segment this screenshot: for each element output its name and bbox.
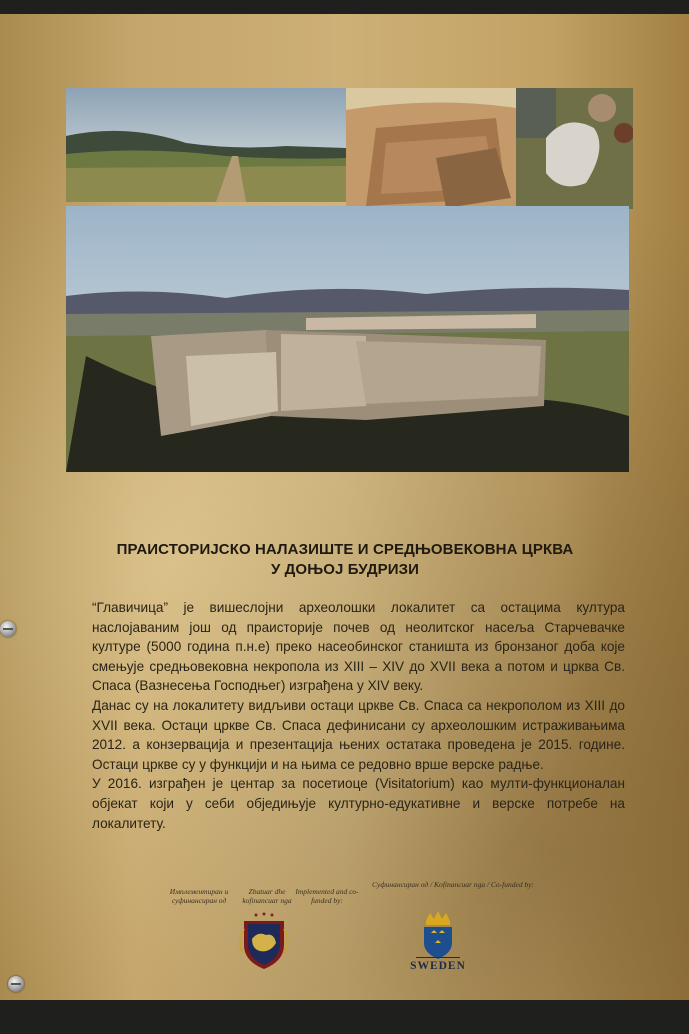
sign-paragraph: У 2016. изграђен је центар за посетиоце (Visitatorium) као мулти-функционалан објекат који у себи обједињује културно-едукативне и верске потребе на локалитету. [92, 776, 625, 831]
credit-cofunded: Суфинансиран од / Kofinancuar nga / Co-funded by: [372, 880, 535, 889]
excavation-photo [346, 88, 516, 209]
sign-title-line1: ПРАИСТОРИЈСКО НАЛАЗИШТЕ И СРЕДЊОВЕКОВНА ЦРКВА [116, 541, 574, 558]
landscape-photo [66, 88, 346, 202]
information-sign [0, 14, 689, 1000]
sign-body [92, 598, 625, 833]
credit-implemented-english: Implemented and co-funded by: [295, 887, 359, 905]
artifacts-photo [516, 88, 633, 209]
mounting-screw-icon [8, 976, 24, 992]
credit-implemented-albanian: Zbatuar dhe kofinancuar nga [242, 887, 292, 905]
mounting-screw-icon [0, 621, 16, 637]
church-ruins-photo [66, 206, 629, 472]
sweden-label: SWEDEN [410, 960, 466, 972]
credit-implemented-serbian: Имплементиран и суфинансиран од [169, 887, 229, 905]
sign-title-line2: У ДОЊОЈ БУДРИЗИ [270, 561, 420, 578]
sign-paragraph: Данас су на локалитету видљиви остаци цркве Св. Спаса са некрополом из XIII до XVII века. Остаци цркве Св. Спаса дефинисани су археолошким истраживањима 2012. а конзервација и презентација њених остатака проведена је 2015. године. Остаци цркве су у функцији и на њима се редовно врше верске радње. [92, 697, 625, 772]
municipal-coat-of-arms-icon [234, 909, 294, 971]
sign-paragraph: “Главичица” је вишеслојни археолошки локалитет са остацима култура наслојаваним још од праисторије почев од неолитског насеља Старчевачке културе (5000 година п.н.е) преко насеобинског станишта из бронзаног доба које смењује средњовековна некропола из XIII – XIV до XVII века а потом и црква Св. Спаса (Вазнесења Господњег) изграђена у XIV веку. [92, 600, 625, 694]
